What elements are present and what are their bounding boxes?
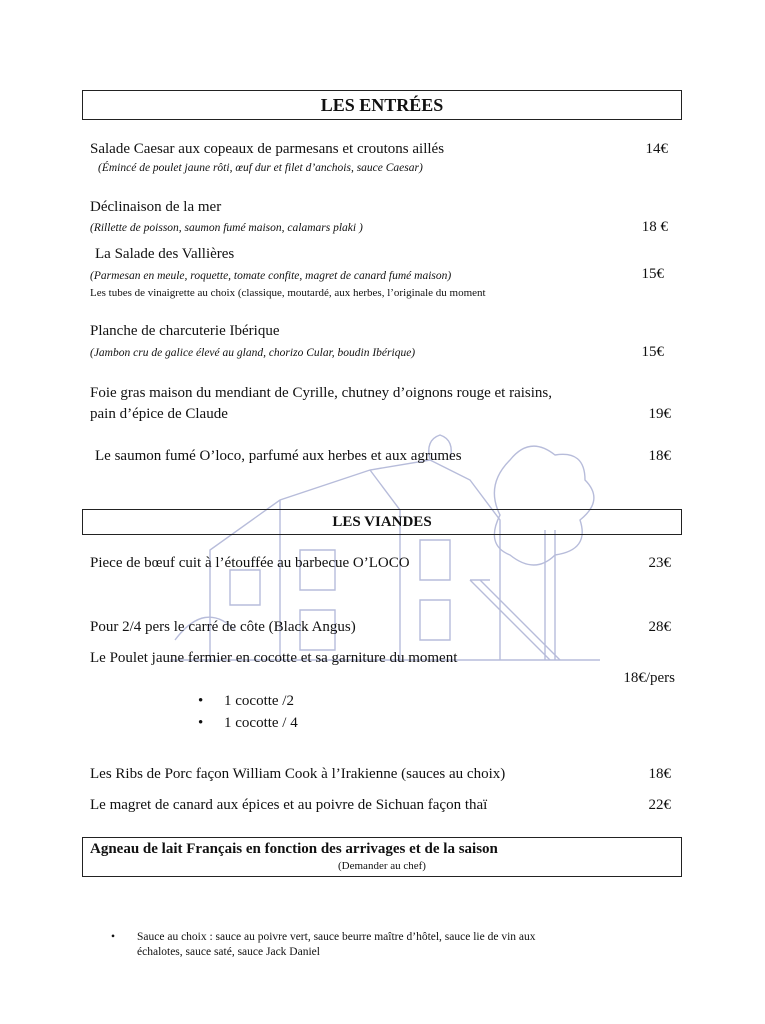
agneau-box [82,837,682,877]
cocotte-option: • 1 cocotte / 4 [224,715,298,732]
entree-item-note: Les tubes de vinaigrette au choix (classique, moutardé, aux herbes, l’originale du moment [90,287,486,299]
entree-item-description: (Jambon cru de galice élevé au gland, chorizo Cular, boudin Ibérique) [90,347,416,359]
entree-item-description: (Rillette de poisson, saumon fumé maison, calamars plaki ) [90,222,363,234]
sauce-note-line2: échalotes, sauce saté, sauce Jack Daniel [137,946,320,958]
viande-item-name: Le magret de canard aux épices et au poivre de Sichuan façon thaï [90,797,488,813]
viande-item-price: 28€ [648,619,671,635]
entrees-section-header [82,90,682,120]
agneau-subtitle: (Demander au chef) [338,860,426,872]
cocotte-option: • 1 cocotte /2 [224,693,294,710]
entree-item-price: 19€ [648,406,671,422]
entree-item-price: 15€ [641,344,664,360]
entree-item-price: 18 € [641,219,668,235]
entree-item-name: La Salade des Vallières [95,246,235,262]
entree-item-name: Le saumon fumé O’loco, parfumé aux herbes et aux agrumes [95,448,462,464]
viande-item-name: Piece de bœuf cuit à l’étouffée au barbecue O’LOCO [90,555,410,571]
entree-item-name: Salade Caesar aux copeaux de parmesans et croutons aillés [90,141,445,157]
entree-item-price: 14€ [645,141,668,157]
viandes-section-header [82,509,682,535]
viande-item-price: 18€ [648,766,671,782]
entree-item-name: Déclinaison de la mer [90,199,222,215]
viande-item-price: 23€ [648,555,671,571]
sauce-note-line1: • Sauce au choix : sauce au poivre vert, sauce beurre maître d’hôtel, sauce lie de vin aux [137,931,536,943]
viande-item-name: Le Poulet jaune fermier en cocotte et sa garniture du moment [90,650,458,666]
viande-item-price: 22€ [648,797,671,813]
viandes-title: LES VIANDES [332,514,432,530]
viande-item-name: Pour 2/4 pers le carré de côte (Black Angus) [90,619,356,635]
entree-item-price: 15€ [641,266,664,282]
entree-item-description: (Parmesan en meule, roquette, tomate confite, magret de canard fumé maison) [90,270,452,282]
agneau-title: Agneau de lait Français en fonction des arrivages et de la saison [90,841,498,857]
entree-item-description: (Émincé de poulet jaune rôti, œuf dur et filet d’anchois, sauce Caesar) [98,162,423,174]
entrees-title: LES ENTRÉES [320,95,444,115]
viande-item-price: 18€/pers [623,670,675,686]
entree-item-name-line2: pain d’épice de Claude [90,406,228,422]
viande-item-name: Les Ribs de Porc façon William Cook à l’Irakienne (sauces au choix) [90,766,506,782]
entree-item-name: Planche de charcuterie Ibérique [90,323,280,339]
entree-item-name-line1: Foie gras maison du mendiant de Cyrille, chutney d’oignons rouge et raisins, [90,385,552,401]
entree-item-price: 18€ [648,448,671,464]
